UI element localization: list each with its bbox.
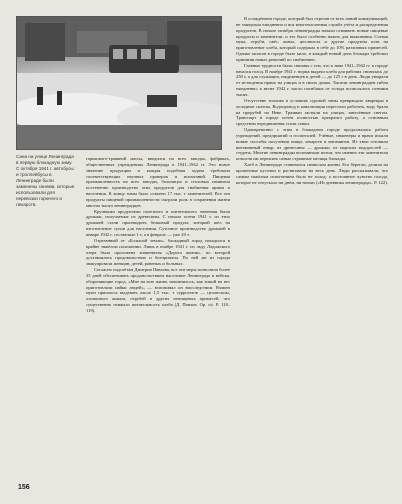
- right-text-column: [236, 16, 388, 185]
- street-scene-with-tram-icon: [17, 17, 221, 149]
- middle-paragraph-1: горькового-травяной массы, вводился на всех заводах, фабриках, общественных учреждениях Ленинграда в 1941–1942 гг. Это новое значение продукции и каждая подобная задача требовала соответствующих научных проверок и испытаний. Пищевая промышленность на всех заводах, больницах и столовых начинала постепенно производство этих продуктов для снабжения армии и населения. К концу зимы было освоено 17 тыс. т заменителей. Все эти продукты пищевой промышленности сыграли роль в сохранении жизни многих тысяч ленинградцев.: [86, 156, 230, 208]
- middle-paragraph-2: Крупными продуктами полезного и питательного значения были дрожжи, получаемые из древесины. С начала осени 1941 г. из этих дрожжей стали производить белковый продукт, который шёл на изготовление супов для населения. Суточное производство дрожжей в январе 1942 г. составляло 1 т, а в феврале — уже 20 т.: [86, 208, 230, 237]
- middle-text-column: [86, 156, 230, 314]
- right-paragraph-4: Одновременно с этим в блокадном городе продолжалась работа учреждений, предприятий и госпиталей. Учёные, инженеры и врачи искали новые способы получения пищи, лекарств и витаминов. Из хвои готовили витаминный отвар, из древесины — дрожжи, из морских водорослей — студень. Многие ленинградцы вспоминали потом, что именно эти заменители помогли им пережить самые страшные месяцы блокады.: [236, 127, 388, 162]
- middle-paragraph-3: Отрезанный от «Большой земли», блокадный город находился в крайне тяжёлом положении. Лишь в ноябре 1941 г. по льду Ладожского озера была проложена знаменитая «Дорога жизни», по которой доставлялись продовольствие и боеприпасы. По ней же из города эвакуировали женщин, детей, раненых и больных.: [86, 237, 230, 267]
- right-paragraph-3: Отсутствие топлива в условиях суровой зимы превращало квартиры в холодные склепы. Водопровод и канализация перестали работать, воду брали из прорубей на Неве. Трамваи застыли на улицах, занесённые снегом. Транспорт в городе почти полностью прекратил работу, а основным средством передвижения стали санки.: [236, 97, 388, 127]
- page-number: 156: [18, 484, 30, 491]
- photo-caption: Сани на улице Ленинграда в первую блокадную зиму. С октября 1941 г. автобусы и троллейбусы в Ленинграде были заменены санями, которые использовали для перевозки горючего и лекарств.: [16, 154, 75, 207]
- right-paragraph-1: В осаждённом городе, который был отрезан от всех линий коммуникаций, не замерзала ежедневно и вся многочисленная служба учёта и распределения продуктов. В начале октября ленинградцы начали осваивать новые пищевые продукты и заменители, и это было особенно важно для выживания. Соевая мука, отруби, овёс, жмых, целлюлоза и другие продукты шли на приготовление хлеба, который содержал в себе до 10% различных примесей. Однако запасов в городе было мало, и каждый новый день блокады требовал принятия новых решений по снабжению.: [236, 16, 388, 62]
- right-paragraph-2: Главные трудности были связаны с тем, что к зиме 1941–1942 гг. в городе начался голод. В ноябре 1941 г. норма выдачи хлеба для рабочих снизилась до 250 г, а для служащих, иждивенцев и детей — до 125 г в день. Люди умирали от истощения прямо на улицах и в своих домах. Тысячи ленинградцев гибли ежедневно; к весне 1942 г. число погибших от голода исчислялось сотнями тысяч.: [236, 62, 388, 97]
- middle-paragraph-4: Согласно подсчётам Дмитрия Павлова, все эти меры позволили более 35 дней обеспечивать продовольствием население Ленинграда и войска, обороняющие город. «Мне на всю жизнь запомнилось, как зимой на вес приготовляли пайки людей», — вспоминал он впоследствии. Взамен муки пришлось выдавать около 1,5 тыс. т суррогатов — целлюлозы, хлопкового жмыха, отрубей и других непищевых примесей, что существенно снижало питательность хлеба (Д. Павлов. Ор. cit. P. 118–119).: [86, 267, 230, 313]
- street-scene-photo: [16, 16, 222, 150]
- right-paragraph-5: Хлеб в Ленинграде становился символом жизни. Его берегли, делили на крошечные кусочки и растягивали на весь день. Люди рассказывали, что самым тяжёлым испытанием было не холод, а постоянное чувство голода, которое не отпускало ни днём, ни ночью («Из дневника ленинградца». P. 122).: [236, 162, 388, 185]
